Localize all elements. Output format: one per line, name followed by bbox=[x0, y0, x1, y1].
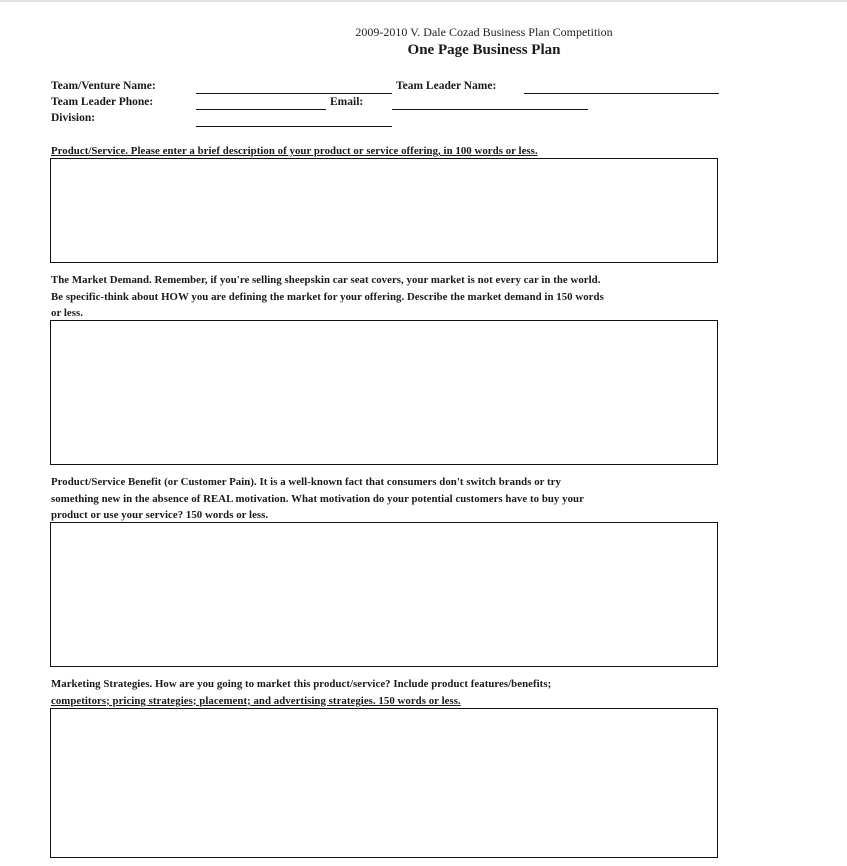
customer-benefit-prompt bbox=[51, 474, 727, 524]
division-label: Division: bbox=[51, 112, 96, 124]
customer-benefit-textarea[interactable] bbox=[50, 522, 718, 667]
prompt-line: Product/Service. Please enter a brief description of your product or service offering, in 100 words or less. bbox=[51, 145, 538, 157]
page-title: One Page Business Plan bbox=[407, 42, 561, 58]
division-field[interactable] bbox=[196, 126, 392, 127]
team-leader-name-field[interactable] bbox=[524, 93, 719, 94]
team-leader-phone-field[interactable] bbox=[196, 109, 326, 110]
marketing-strategies-prompt bbox=[51, 676, 727, 709]
team-venture-name-field[interactable] bbox=[196, 93, 392, 94]
competition-title: 2009-2010 V. Dale Cozad Business Plan Competition bbox=[355, 25, 613, 39]
prompt-line: competitors; pricing strategies; placement; and advertising strategies. 150 words or less. bbox=[51, 694, 461, 707]
prompt-line: Product/Service Benefit (or Customer Pain). It is a well-known fact that consumers don't switch brands or try bbox=[51, 476, 561, 488]
marketing-strategies-textarea[interactable] bbox=[50, 708, 718, 858]
team-venture-name-label: Team/Venture Name: bbox=[51, 80, 156, 92]
prompt-line: something new in the absence of REAL motivation. What motivation do your potential customers have to buy your bbox=[51, 492, 584, 505]
team-leader-phone-label: Team Leader Phone: bbox=[51, 96, 154, 108]
prompt-line: Be specific-think about HOW you are defining the market for your offering. Describe the market demand in 150 words bbox=[51, 290, 604, 303]
market-demand-textarea[interactable] bbox=[50, 320, 718, 465]
email-field[interactable] bbox=[392, 109, 588, 110]
team-leader-name-label: Team Leader Name: bbox=[396, 80, 497, 92]
email-label: Email: bbox=[330, 96, 364, 108]
prompt-line: The Market Demand. Remember, if you're selling sheepskin car seat covers, your market is not every car in the world. bbox=[51, 274, 601, 286]
prompt-line: product or use your service? 150 words or less. bbox=[51, 509, 269, 521]
market-demand-prompt bbox=[51, 272, 727, 322]
top-divider bbox=[0, 0, 847, 2]
prompt-line: or less. bbox=[51, 307, 83, 319]
product-service-textarea[interactable] bbox=[50, 158, 718, 263]
prompt-line: Marketing Strategies. How are you going to market this product/service? Include product features/benefits; bbox=[51, 678, 552, 690]
